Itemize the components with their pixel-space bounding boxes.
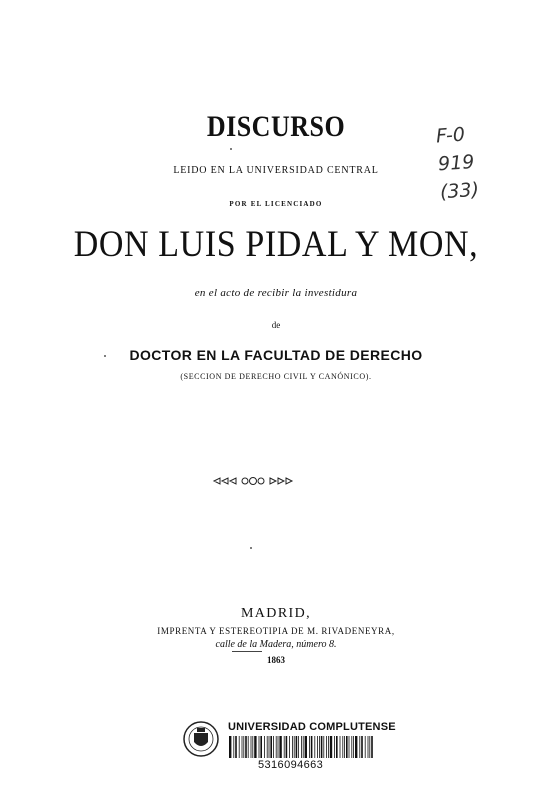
barcode-bar [260, 736, 262, 758]
barcode-bar [298, 736, 299, 758]
barcode-bar [361, 736, 363, 758]
imprint-printer: IMPRENTA Y ESTEREOTIPIA DE M. RIVADENEYRA, [157, 626, 395, 636]
barcode-number: 5316094663 [258, 759, 324, 771]
section-line: (SECCION DE DERECHO CIVIL Y CANÓNICO). [180, 372, 372, 381]
by-line: POR EL LICENCIADO [229, 200, 323, 208]
year-rule [232, 651, 262, 652]
barcode-bar [353, 736, 354, 758]
barcode-bar [229, 736, 231, 758]
ornament-divider [212, 476, 294, 486]
imprint-city: MADRID, [240, 606, 312, 621]
barcode-bar [349, 736, 350, 758]
barcode-bar [371, 736, 373, 758]
university-seal-icon [182, 720, 220, 758]
annotation-line: (33) [439, 178, 480, 204]
barcode-bar [321, 736, 323, 758]
barcode-bar [340, 736, 341, 758]
barcode-bar [369, 736, 370, 758]
barcode-bar [267, 736, 268, 758]
barcode-bar [264, 736, 265, 758]
barcode-bar [239, 736, 240, 758]
barcode-bar [284, 736, 285, 758]
of-line: de [271, 320, 281, 330]
barcode-bar [278, 736, 279, 758]
annotation-line: F-0 [435, 123, 466, 148]
barcode-bar [294, 736, 295, 758]
barcode-bar [251, 736, 252, 758]
barcode-bar [309, 736, 310, 758]
barcode-bar [326, 736, 327, 758]
barcode-bar [365, 736, 366, 758]
barcode-bar [301, 736, 302, 758]
imprint-year: 1863 [267, 655, 285, 665]
author-name: DON LUIS PIDAL Y MON, [73, 224, 479, 265]
annotation-line: 919 [437, 150, 476, 176]
handwritten-annotation [435, 118, 511, 207]
barcode-bar [269, 736, 270, 758]
institution-name: UNIVERSIDAD COMPLUTENSE [228, 721, 396, 733]
barcode-bar [351, 736, 352, 758]
document-title: DISCURSO [206, 110, 346, 143]
barcode-bar [359, 736, 360, 758]
barcode-bar [233, 736, 234, 758]
barcode [228, 736, 374, 758]
barcode-bar [319, 736, 320, 758]
degree-line: DOCTOR EN LA FACULTAD DE DERECHO [129, 347, 423, 363]
barcode-bar [273, 736, 274, 758]
barcode-bar [254, 736, 256, 758]
speck [230, 148, 232, 150]
barcode-bar [368, 736, 369, 758]
barcode-bar [328, 736, 329, 758]
barcode-bar [323, 736, 324, 758]
barcode-bar [303, 736, 304, 758]
barcode-bar [336, 736, 338, 758]
barcode-bar [235, 736, 237, 758]
barcode-bar [252, 736, 253, 758]
barcode-bar [305, 736, 307, 758]
intro-line: LEIDO EN LA UNIVERSIDAD CENTRAL [173, 165, 379, 176]
barcode-bar [314, 736, 315, 758]
barcode-bar [286, 736, 288, 758]
library-stamp [182, 720, 396, 780]
barcode-bar [346, 736, 348, 758]
barcode-bar [330, 736, 332, 758]
barcode-bar [311, 736, 313, 758]
barcode-bar [245, 736, 247, 758]
barcode-bar [279, 736, 281, 758]
imprint-address: calle de la Madera, número 8. [215, 639, 337, 650]
barcode-bar [344, 736, 345, 758]
speck [250, 547, 252, 549]
barcode-bar [276, 736, 277, 758]
barcode-bar [248, 736, 249, 758]
barcode-bar [334, 736, 335, 758]
barcode-bar [355, 736, 357, 758]
barcode-bar [259, 736, 260, 758]
barcode-bar [292, 736, 293, 758]
barcode-bar [242, 736, 243, 758]
occasion-line: en el acto de recibir la investidura [194, 287, 358, 299]
barcode-bar [317, 736, 318, 758]
barcode-bar [243, 736, 244, 758]
barcode-bar [270, 736, 272, 758]
barcode-bar [296, 736, 298, 758]
barcode-bar [289, 736, 290, 758]
speck [104, 355, 106, 357]
barcode-bar [342, 736, 343, 758]
